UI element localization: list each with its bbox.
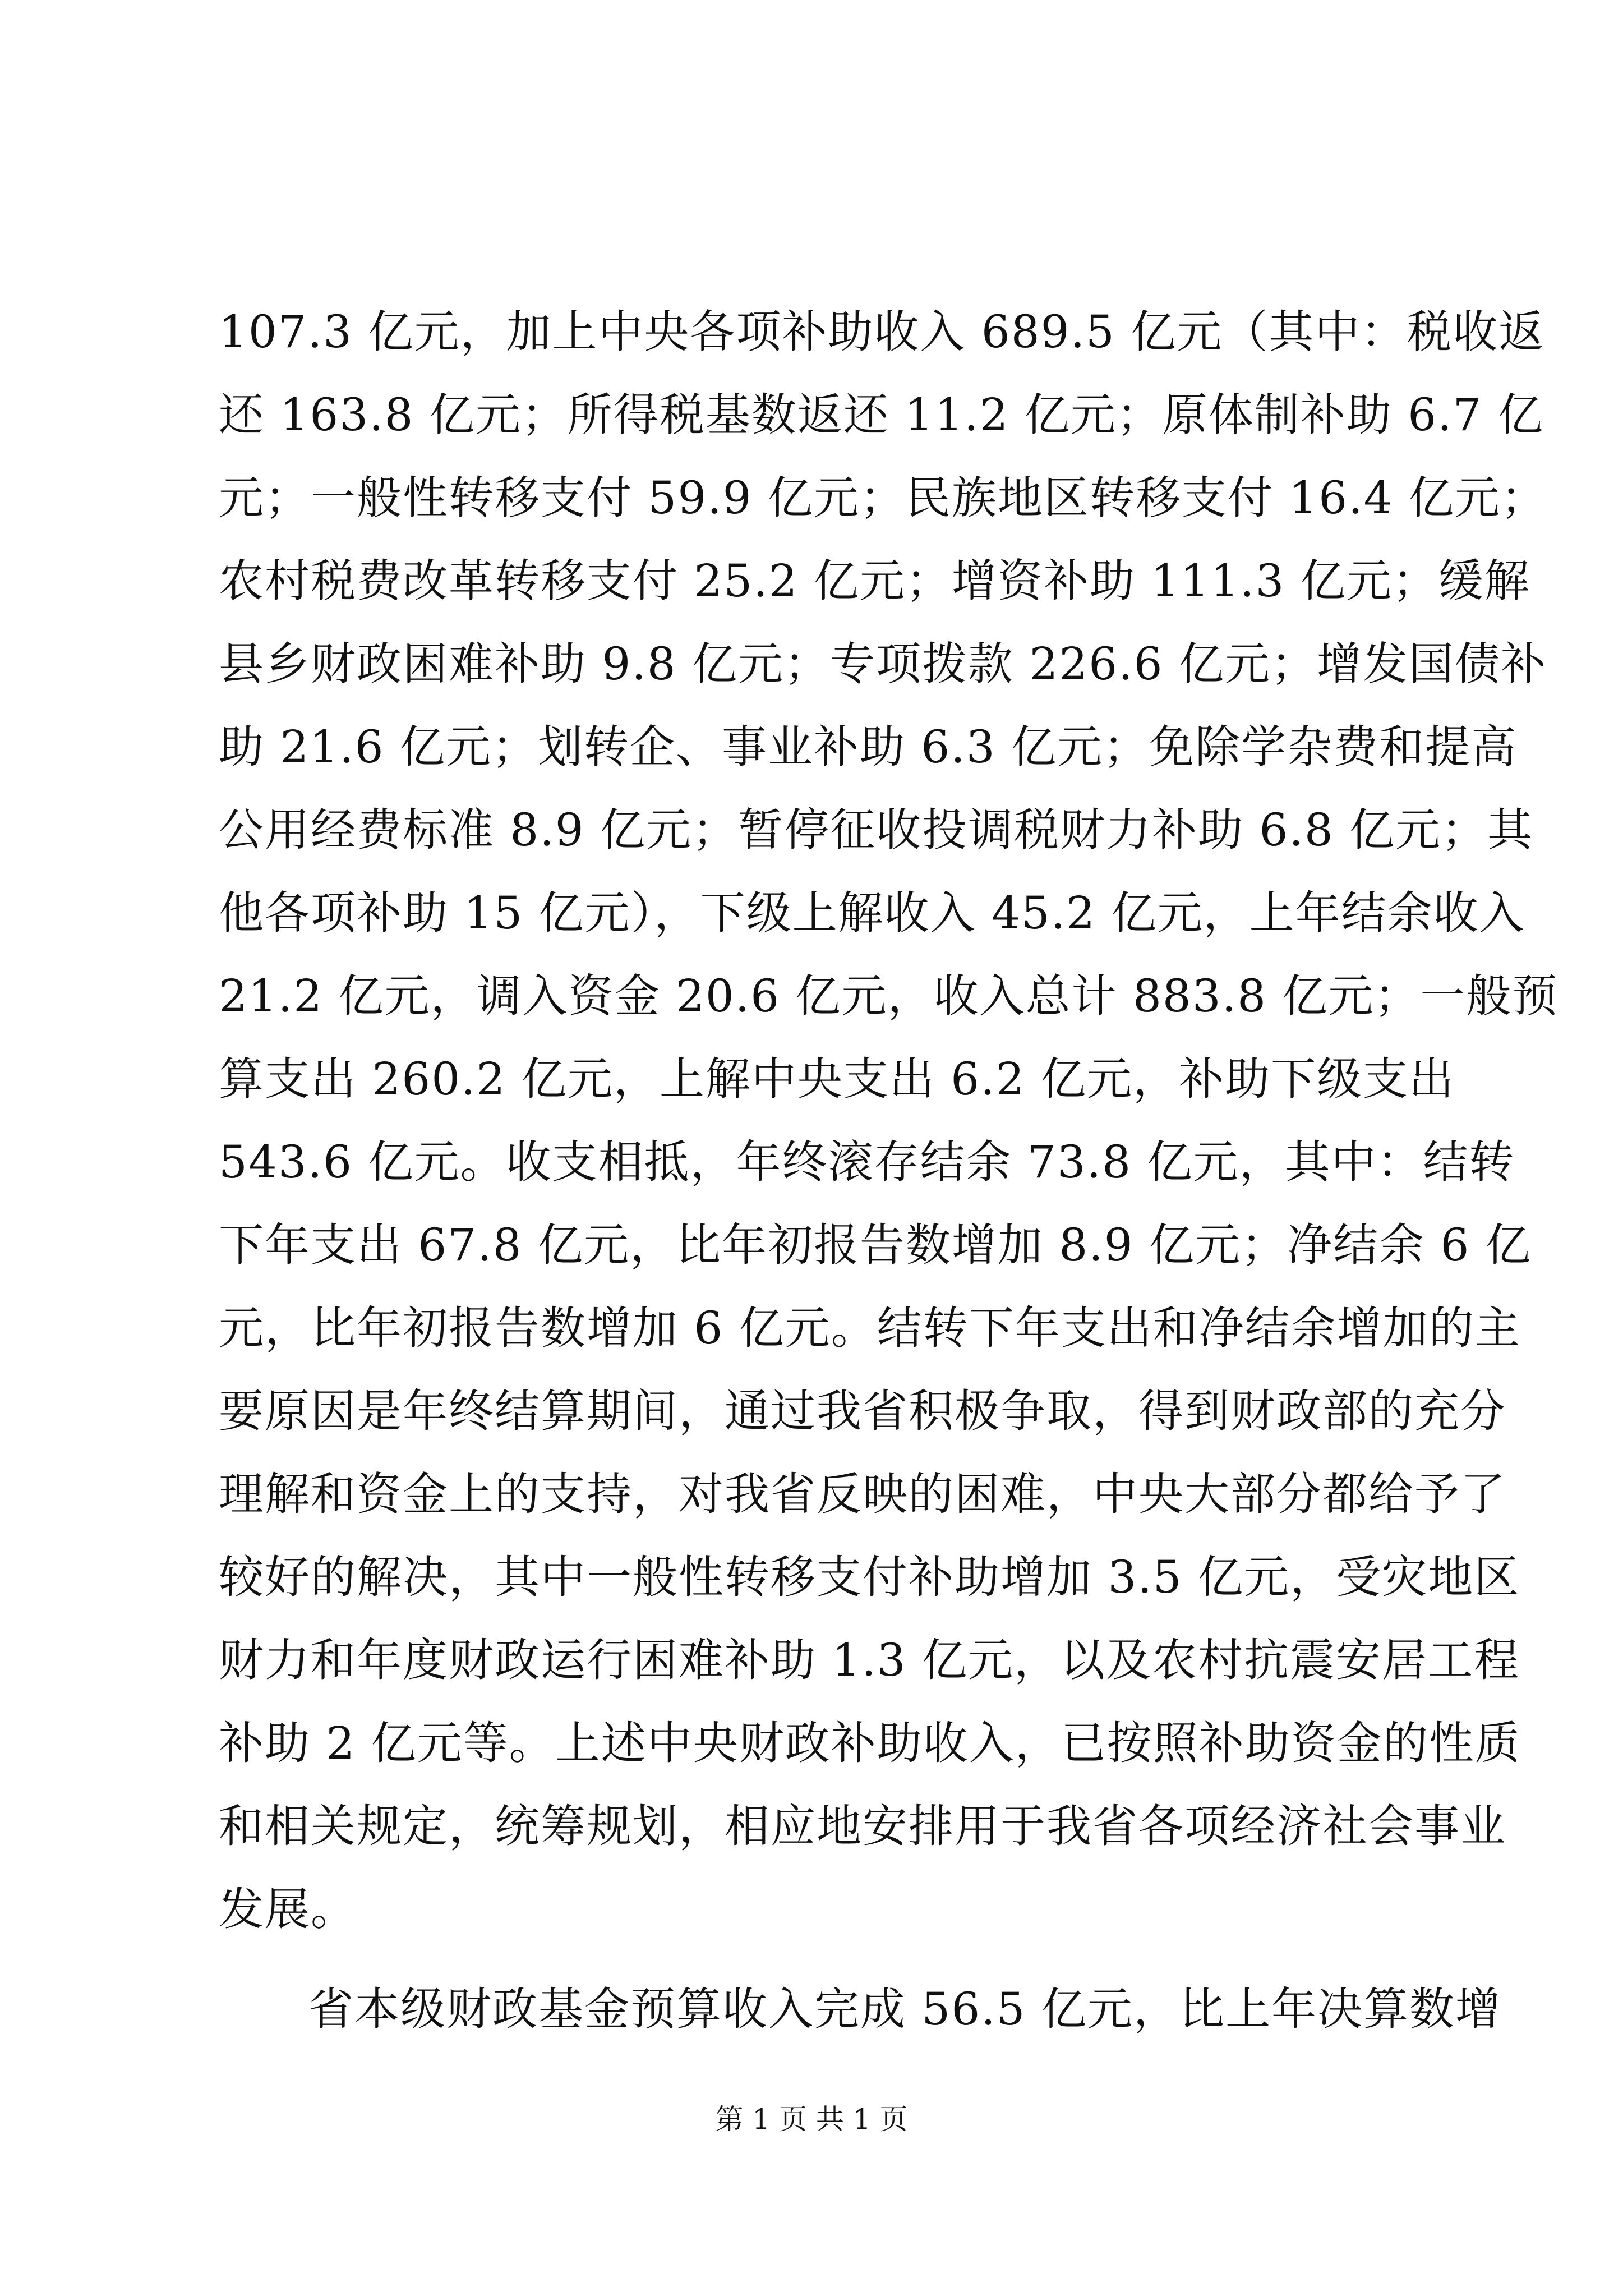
text-line: 下年支出 67.8 亿元，比年初报告数增加 8.9 亿元；净结余 6 亿 — [219, 1219, 1532, 1271]
text-line: 元；一般性转移支付 59.9 亿元；民族地区转移支付 16.4 亿元； — [219, 472, 1547, 524]
text-line: 较好的解决，其中一般性转移支付补助增加 3.5 亿元，受灾地区 — [219, 1551, 1520, 1603]
text-line: 107.3 亿元，加上中央各项补助收入 689.5 亿元（其中：税收返 — [219, 306, 1545, 358]
text-line: 财力和年度财政运行困难补助 1.3 亿元，以及农村抗震安居工程 — [219, 1634, 1520, 1686]
text-line: 公用经费标准 8.9 亿元；暂停征收投调税财力补助 6.8 亿元；其 — [219, 804, 1534, 856]
text-line: 和相关规定，统筹规划，相应地安排用于我省各项经济社会事业 — [219, 1800, 1506, 1852]
text-line: 省本级财政基金预算收入完成 56.5 亿元，比上年决算数增 — [308, 1983, 1501, 2035]
paragraph-main — [219, 291, 1559, 1951]
text-line: 理解和资金上的支持，对我省反映的困难，中央大部分都给予了 — [219, 1468, 1506, 1520]
text-line: 还 163.8 亿元；所得税基数返还 11.2 亿元；原体制补助 6.7 亿 — [219, 389, 1544, 441]
text-line: 元，比年初报告数增加 6 亿元。结转下年支出和净结余增加的主 — [219, 1302, 1521, 1354]
text-line: 补助 2 亿元等。上述中央财政补助收入，已按照补助资金的性质 — [219, 1717, 1521, 1769]
text-line: 算支出 260.2 亿元，上解中央支出 6.2 亿元，补助下级支出 — [219, 1053, 1455, 1105]
text-line: 助 21.6 亿元；划转企、事业补助 6.3 亿元；免除学杂费和提高 — [219, 721, 1518, 773]
text-line: 21.2 亿元，调入资金 20.6 亿元，收入总计 883.8 亿元；一般预 — [219, 970, 1559, 1022]
text-line: 县乡财政困难补助 9.8 亿元；专项拨款 226.6 亿元；增发国债补 — [219, 638, 1547, 690]
text-line: 他各项补助 15 亿元），下级上解收入 45.2 亿元，上年结余收入 — [219, 887, 1525, 939]
text-line: 发展。 — [219, 1883, 357, 1935]
page-footer: 第 1 页 共 1 页 — [715, 2103, 908, 2136]
text-line: 要原因是年终结算期间，通过我省积极争取，得到财政部的充分 — [219, 1385, 1506, 1437]
text-line: 543.6 亿元。收支相抵，年终滚存结余 73.8 亿元，其中：结转 — [219, 1136, 1515, 1188]
paragraph-fund-budget — [219, 1968, 1501, 2051]
text-line: 农村税费改革转移支付 25.2 亿元；增资补助 111.3 亿元；缓解 — [219, 555, 1530, 607]
